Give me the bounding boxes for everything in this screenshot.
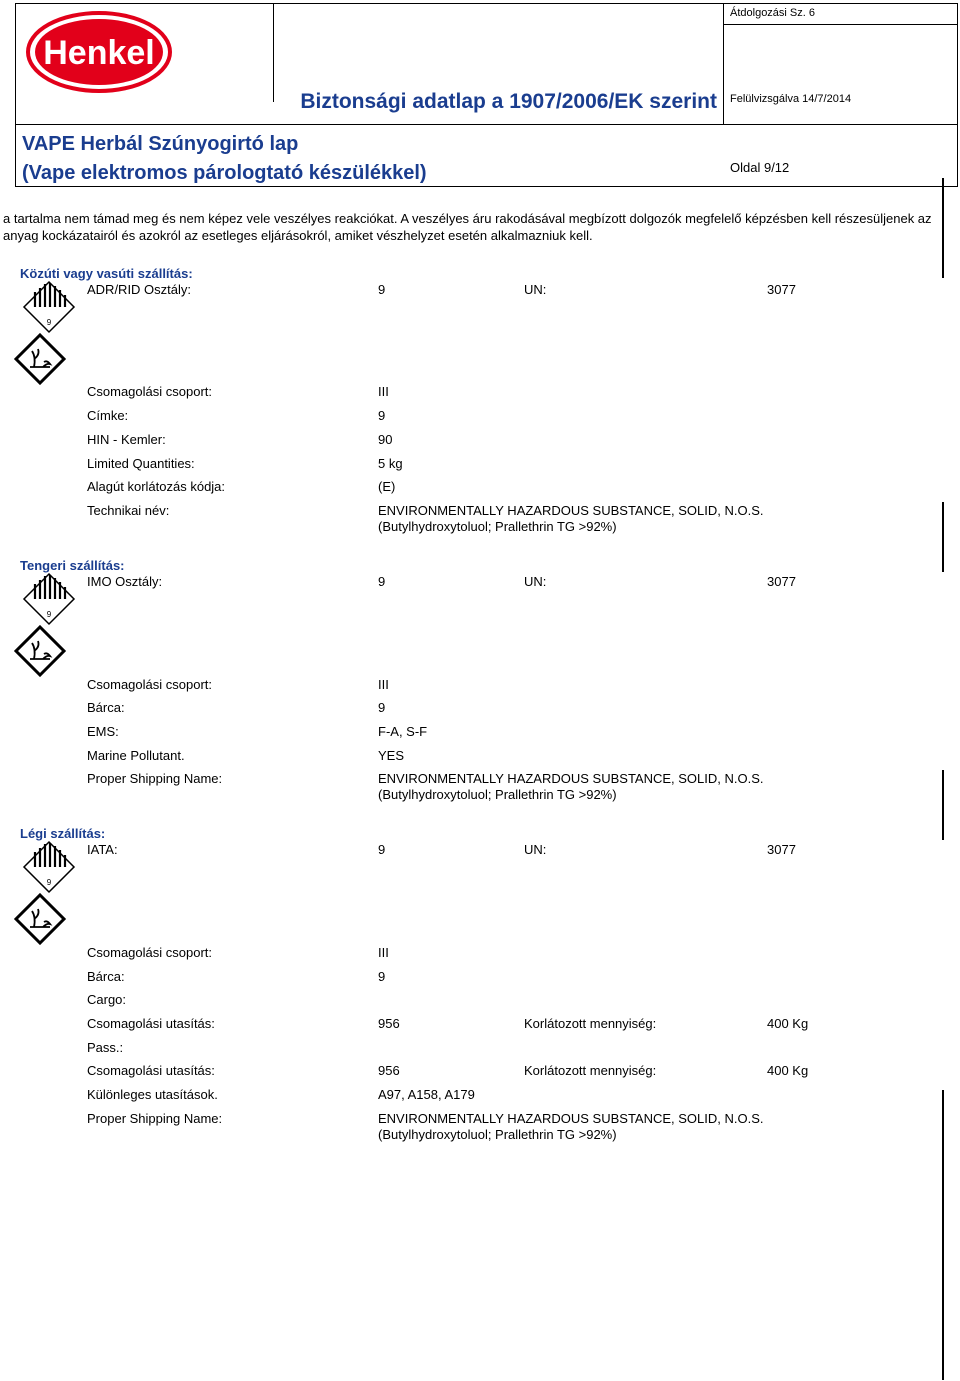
proper-shipping-name-value: ENVIRONMENTALLY HAZARDOUS SUBSTANCE, SOLID, N.O.S.: [378, 1111, 764, 1126]
road-transport-title: Közúti vagy vasúti szállítás:: [20, 266, 193, 281]
change-bar: [942, 770, 944, 840]
svg-text:9: 9: [46, 878, 52, 887]
imo-class-label: IMO Osztály:: [87, 574, 163, 589]
environment-hazard-icon: [14, 893, 66, 945]
technical-name-label: Technikai név:: [87, 503, 170, 518]
proper-shipping-name-label: Proper Shipping Name:: [87, 1111, 223, 1126]
change-bar: [942, 1090, 944, 1380]
ems-label: EMS:: [87, 724, 119, 739]
packing-group-label: Csomagolási csoport:: [87, 384, 212, 399]
iata-class-label: IATA:: [87, 842, 118, 857]
un-value: 3077: [767, 282, 796, 297]
un-value: 3077: [767, 574, 796, 589]
packing-group-label: Csomagolási csoport:: [87, 677, 212, 692]
iata-class-value: 9: [378, 842, 386, 857]
un-label: UN:: [524, 282, 547, 297]
hin-value: 90: [378, 432, 393, 447]
pass-limited-quantity-value: 400 Kg: [767, 1063, 809, 1078]
imo-class-value: 9: [378, 574, 386, 589]
cargo-packing-instruction-value: 956: [378, 1016, 400, 1031]
label-label: Címke:: [87, 408, 129, 423]
packing-group-value: III: [378, 945, 389, 960]
pass-limited-quantity-label: Korlátozott mennyiség:: [524, 1063, 657, 1078]
proper-shipping-name-components: (Butylhydroxytoluol; Prallethrin TG >92%): [378, 787, 617, 802]
change-bar: [942, 178, 944, 278]
passenger-label: Pass.:: [87, 1040, 124, 1055]
title-cell: [274, 4, 724, 124]
document-title: Biztonsági adatlap a 1907/2006/EK szerint: [300, 90, 717, 113]
document-header: [15, 3, 958, 187]
tunnel-code-label: Alagút korlátozás kódja:: [87, 479, 226, 494]
svg-text:9: 9: [46, 610, 52, 619]
label-label: Bárca:: [87, 700, 125, 715]
label-value: 9: [378, 408, 386, 423]
un-value: 3077: [767, 842, 796, 857]
cargo-limited-quantity-label: Korlátozott mennyiség:: [524, 1016, 657, 1031]
sea-transport-title: Tengeri szállítás:: [20, 558, 125, 573]
class9-hazard-icon: [22, 840, 76, 894]
environment-hazard-icon: [14, 333, 66, 385]
ems-value: F-A, S-F: [378, 724, 428, 739]
class9-hazard-icon: [22, 572, 76, 626]
class9-hazard-icon: [22, 280, 76, 334]
svg-text:9: 9: [46, 318, 52, 327]
proper-shipping-name-components: (Butylhydroxytoluol; Prallethrin TG >92%): [378, 1127, 617, 1142]
packing-group-label: Csomagolási csoport:: [87, 945, 212, 960]
henkel-logo: [24, 9, 174, 95]
pass-packing-instruction-label: Csomagolási utasítás:: [87, 1063, 215, 1078]
tunnel-code-value: (E): [378, 479, 396, 494]
marine-pollutant-value: YES: [378, 748, 405, 763]
packing-group-value: III: [378, 677, 389, 692]
cargo-limited-quantity-value: 400 Kg: [767, 1016, 809, 1031]
un-label: UN:: [524, 574, 547, 589]
logo-cell: [16, 4, 274, 102]
packing-group-value: III: [378, 384, 389, 399]
change-bar: [942, 502, 944, 572]
revision-number: Átdolgozási Sz. 6: [724, 4, 958, 25]
label-value: 9: [378, 969, 386, 984]
adr-class-value: 9: [378, 282, 386, 297]
special-provisions-label: Különleges utasítások.: [87, 1087, 218, 1102]
environment-hazard-icon: [14, 625, 66, 677]
air-transport-title: Légi szállítás:: [20, 826, 106, 841]
pass-packing-instruction-value: 956: [378, 1063, 400, 1078]
limited-quantities-label: Limited Quantities:: [87, 456, 195, 471]
hin-label: HIN - Kemler:: [87, 432, 166, 447]
product-name: VAPE Herbál Szúnyogirtó lap (Vape elektromos párologtató készülékkel): [22, 133, 427, 184]
special-provisions-value: A97, A158, A179: [378, 1087, 475, 1102]
limited-quantities-value: 5 kg: [378, 456, 403, 471]
technical-name-components: (Butylhydroxytoluol; Prallethrin TG >92%): [378, 519, 617, 534]
svg-text:Henkel: Henkel: [43, 34, 155, 72]
header-meta: [724, 4, 958, 186]
proper-shipping-name-value: ENVIRONMENTALLY HAZARDOUS SUBSTANCE, SOLID, N.O.S.: [378, 771, 764, 786]
proper-shipping-name-label: Proper Shipping Name:: [87, 771, 223, 786]
un-label: UN:: [524, 842, 547, 857]
label-label: Bárca:: [87, 969, 125, 984]
marine-pollutant-label: Marine Pollutant.: [87, 748, 185, 763]
label-value: 9: [378, 700, 386, 715]
technical-name-value: ENVIRONMENTALLY HAZARDOUS SUBSTANCE, SOLID, N.O.S.: [378, 503, 764, 518]
page-number: Oldal 9/12: [730, 160, 790, 175]
intro-paragraph: a tartalma nem támad meg és nem képez vele veszélyes reakciókat. A veszélyes áru rakodásával megbízott dolgozók megfelelő képzésben kell részesüljenek az anyag kockázatairól és azokról az esetleges eljárásokról, amiket vészhelyzet esetén alkalmazniuk kell.: [3, 211, 932, 243]
review-date: Felülvizsgálva 14/7/2014: [724, 25, 958, 125]
cargo-packing-instruction-label: Csomagolási utasítás:: [87, 1016, 215, 1031]
cargo-label: Cargo:: [87, 992, 127, 1007]
adr-class-label: ADR/RID Osztály:: [87, 282, 192, 297]
